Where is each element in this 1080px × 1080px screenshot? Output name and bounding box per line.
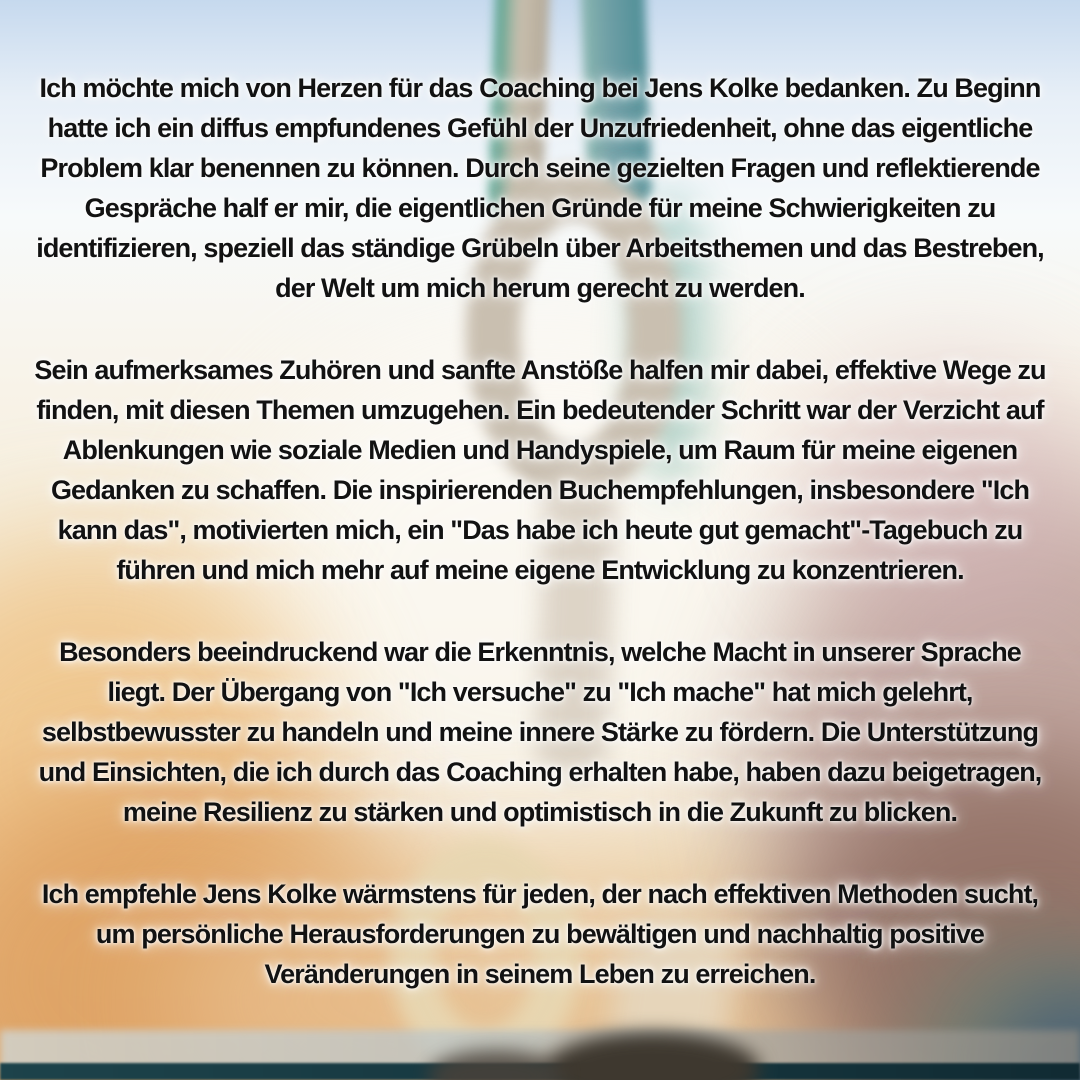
testimonial-paragraph-2: Sein aufmerksames Zuhören und sanfte Anstöße halfen mir dabei, effektive Wege zu finden, mit diesen Themen umzugehen. Ein bedeutender Schritt war der Verzicht auf Ablenkungen wie soziale Medien und Handyspiele, um Raum für meine eigenen Gedanken zu schaffen. Die inspirierenden Buchempfehlungen, insbesondere "Ich kann das", motivierten mich, ein "Das habe ich heute gut gemacht"-Tagebuch zu führen und mich mehr auf meine eigene Entwicklung zu konzentrieren. <box>34 355 1046 585</box>
testimonial-paragraph-4: Ich empfehle Jens Kolke wärmstens für jeden, der nach effektiven Methoden sucht, um persönliche Herausforderungen zu bewältigen und nachhaltig positive Veränderungen in seinem Leben zu erreichen. <box>41 879 1039 989</box>
testimonial-paragraph-1: Ich möchte mich von Herzen für das Coaching bei Jens Kolke bedanken. Zu Beginn hatte ich ein diffus empfundenes Gefühl der Unzufriedenheit, ohne das eigentliche Problem klar benennen zu können. Durch seine gezielten Fragen und reflektierende Gespräche half er mir, die eigentlichen Gründe für meine Schwierigkeiten zu identifizieren, speziell das ständige Grübeln über Arbeitsthemen und das Bestreben, der Welt um mich herum gerecht zu werden. <box>36 73 1044 303</box>
testimonial-paragraph-3: Besonders beeindruckend war die Erkenntnis, welche Macht in unserer Sprache liegt. Der Übergang von "Ich versuche" zu "Ich mache" hat mich gelehrt, selbstbewusster zu handeln und meine innere Stärke zu fördern. Die Unterstützung und Einsichten, die ich durch das Coaching erhalten habe, haben dazu beigetragen, meine Resilienz zu stärken und optimistisch in die Zukunft zu blicken. <box>38 637 1042 827</box>
